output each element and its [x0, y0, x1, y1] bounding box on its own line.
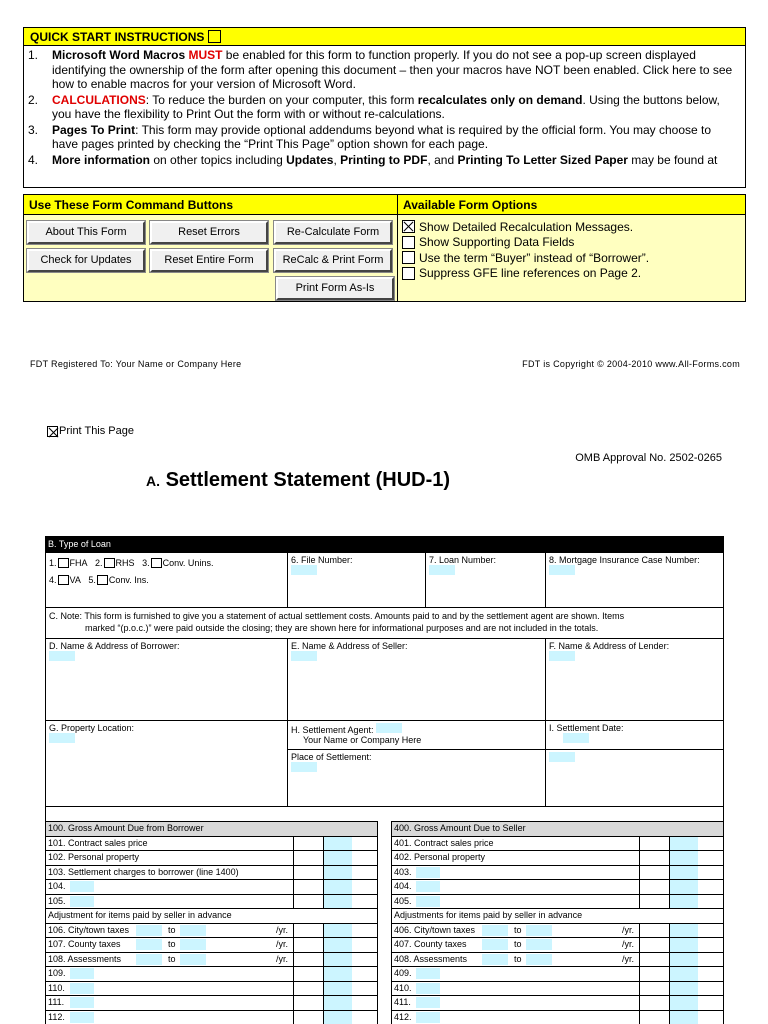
- table-row: 411.: [392, 996, 723, 1011]
- option-suppress-gfe[interactable]: Suppress GFE line references on Page 2.: [398, 266, 745, 282]
- amount-field[interactable]: [670, 953, 698, 967]
- table-row: 107. County taxes to /yr.: [46, 938, 377, 953]
- table-row: 410.: [392, 982, 723, 997]
- table-row: 403.: [392, 866, 723, 881]
- mic-number-field[interactable]: [549, 565, 575, 575]
- seller-ledger: [391, 821, 724, 1024]
- amount-field[interactable]: [670, 1011, 698, 1024]
- table-row: 104.: [46, 880, 377, 895]
- option-buyer-term[interactable]: Use the term “Buyer” instead of “Borrower”.: [398, 250, 745, 266]
- quick-start-panel: [23, 27, 746, 188]
- table-row: 404.: [392, 880, 723, 895]
- table-row: 401. Contract sales price: [392, 837, 723, 852]
- description-field[interactable]: [416, 867, 440, 878]
- seller-field[interactable]: [291, 651, 317, 661]
- option-detailed-messages[interactable]: Show Detailed Recalculation Messages.: [398, 219, 745, 235]
- command-buttons-panel: [23, 194, 397, 302]
- settlement-date-extra: [546, 750, 723, 807]
- file-number-cell: 6. File Number:: [288, 553, 426, 608]
- seller-cell: E. Name & Address of Seller:: [288, 639, 546, 721]
- table-row: 102. Personal property: [46, 851, 377, 866]
- quick-start-toggle[interactable]: [208, 30, 221, 43]
- description-field[interactable]: [416, 881, 440, 892]
- property-field[interactable]: [49, 733, 75, 743]
- amount-field[interactable]: [670, 996, 698, 1010]
- agent-cell: H. Settlement Agent: Your Name or Company Here: [288, 721, 546, 750]
- table-row: 108. Assessments to /yr.: [46, 953, 377, 968]
- print-as-is-button[interactable]: Print Form As-Is: [276, 277, 394, 300]
- table-row: 106. City/town taxes to /yr.: [46, 924, 377, 939]
- table-row: 412.: [392, 1011, 723, 1024]
- checkbox-icon[interactable]: [402, 267, 415, 280]
- note-cell: C. Note: This form is furnished to give you a statement of actual settlement costs. Amounts paid to and by the settlement agent are shown. Items marked “(p.o.c.)” were paid outside the closing; they are shown here for informational purposes and are not included in the totals.: [46, 608, 723, 639]
- copyright: FDT is Copyright © 2004-2010 www.All-Forms.com: [522, 359, 740, 369]
- check-updates-button[interactable]: Check for Updates: [27, 249, 145, 272]
- amount-field[interactable]: [670, 924, 698, 938]
- amount-field[interactable]: [324, 880, 352, 894]
- agent-field[interactable]: [376, 723, 402, 733]
- command-buttons-title: Use These Form Command Buttons: [24, 195, 397, 215]
- table-row: 101. Contract sales price: [46, 837, 377, 852]
- reset-errors-button[interactable]: Reset Errors: [150, 221, 268, 244]
- property-cell: G. Property Location:: [46, 721, 288, 807]
- type-of-loan-bar: B. Type of Loan: [45, 536, 724, 553]
- table-row: 407. County taxes to /yr.: [392, 938, 723, 953]
- amount-field[interactable]: [324, 837, 352, 851]
- instruction-item[interactable]: 1. Microsoft Word Macros MUST be enabled for this form to function properly. If you do not see a pop-up screen displayed identifying the ownership of the form after opening this document – then your macros have NOT been enabled. Click here to see how to enable macros for your version of Microsoft Word.: [28, 48, 733, 91]
- table-row: 110.: [46, 982, 377, 997]
- description-field[interactable]: [70, 997, 94, 1008]
- amount-field[interactable]: [670, 866, 698, 880]
- settlement-date-extra-field[interactable]: [549, 752, 575, 762]
- description-field[interactable]: [70, 983, 94, 994]
- omb-approval: OMB Approval No. 2502-0265: [575, 452, 722, 464]
- table-row: Adjustments for items paid by seller in advance: [392, 909, 723, 924]
- amount-field[interactable]: [670, 982, 698, 996]
- amount-field[interactable]: [324, 924, 352, 938]
- mic-number-cell: 8. Mortgage Insurance Case Number:: [546, 553, 723, 608]
- form-grid: [45, 553, 724, 822]
- description-field[interactable]: [416, 968, 440, 979]
- description-field[interactable]: [416, 997, 440, 1008]
- description-field[interactable]: [70, 1012, 94, 1023]
- ledger-header: 400. Gross Amount Due to Seller: [392, 822, 723, 837]
- settlement-date-cell: I. Settlement Date:: [546, 721, 723, 750]
- amount-field[interactable]: [324, 851, 352, 865]
- description-field[interactable]: [70, 896, 94, 907]
- amount-field[interactable]: [324, 895, 352, 909]
- option-supporting-data[interactable]: Show Supporting Data Fields: [398, 235, 745, 251]
- table-row: 406. City/town taxes to /yr.: [392, 924, 723, 939]
- amount-field[interactable]: [324, 982, 352, 996]
- checkbox-checked-icon[interactable]: [402, 220, 415, 233]
- lender-cell: F. Name & Address of Lender:: [546, 639, 723, 721]
- description-field[interactable]: [416, 896, 440, 907]
- ledger-header: 100. Gross Amount Due from Borrower: [46, 822, 377, 837]
- table-row: 111.: [46, 996, 377, 1011]
- rhs-checkbox[interactable]: [104, 558, 115, 568]
- loan-type-cell: 1. FHA 2. RHS 3. Conv. Unins. 4. VA 5. Conv. Ins.: [46, 553, 288, 608]
- amount-field[interactable]: [324, 953, 352, 967]
- quick-start-title: QUICK START INSTRUCTIONS: [30, 29, 205, 44]
- file-number-field[interactable]: [291, 565, 317, 575]
- conv-ins-checkbox[interactable]: [97, 575, 108, 585]
- borrower-cell: D. Name & Address of Borrower:: [46, 639, 288, 721]
- borrower-ledger: [45, 821, 378, 1024]
- lender-field[interactable]: [549, 651, 575, 661]
- description-field[interactable]: [70, 881, 94, 892]
- about-form-button[interactable]: About This Form: [27, 221, 145, 244]
- table-row: 409.: [392, 967, 723, 982]
- conv-unins-checkbox[interactable]: [151, 558, 162, 568]
- loan-number-field[interactable]: [429, 565, 455, 575]
- description-field[interactable]: [416, 983, 440, 994]
- instruction-item[interactable]: 4. More information on other topics including Updates, Printing to PDF, and Printing To Letter Sized Paper may be found at: [28, 152, 718, 167]
- borrower-field[interactable]: [49, 651, 75, 661]
- form-options-title: Available Form Options: [398, 195, 745, 215]
- amount-field[interactable]: [324, 967, 352, 981]
- page-title: A. Settlement Statement (HUD-1): [146, 469, 451, 491]
- va-checkbox[interactable]: [58, 575, 69, 585]
- instruction-item: 2. CALCULATIONS: To reduce the burden on your computer, this form recalculates only on demand. Using the buttons below, you have the flexibility to Print Out the form with or without re-calculations.: [28, 92, 720, 121]
- description-field[interactable]: [416, 1012, 440, 1023]
- checkbox-icon[interactable]: [402, 236, 415, 249]
- amount-field[interactable]: [324, 1011, 352, 1024]
- place-cell: Place of Settlement:: [288, 750, 546, 807]
- amount-field[interactable]: [670, 880, 698, 894]
- table-row: 103. Settlement charges to borrower (line 1400): [46, 866, 377, 881]
- description-field[interactable]: [70, 968, 94, 979]
- table-row: 408. Assessments to /yr.: [392, 953, 723, 968]
- print-this-page[interactable]: Print This Page: [47, 425, 134, 437]
- reset-entire-form-button[interactable]: Reset Entire Form: [150, 249, 268, 272]
- fha-checkbox[interactable]: [58, 558, 69, 568]
- print-page-checkbox-icon[interactable]: [47, 426, 58, 437]
- checkbox-icon[interactable]: [402, 251, 415, 264]
- settlement-date-field[interactable]: [563, 733, 589, 743]
- form-options-panel: [397, 194, 746, 302]
- instruction-item: 3. Pages To Print: This form may provide optional addendums beyond what is required by the official form. You may choose to have pages printed by checking the “Print This Page” option shown for each page.: [28, 122, 712, 151]
- table-row: 105.: [46, 895, 377, 910]
- amount-field[interactable]: [670, 967, 698, 981]
- registered-to: FDT Registered To: Your Name or Company Here: [30, 359, 242, 369]
- settlement-form: [45, 536, 724, 822]
- recalculate-button[interactable]: Re-Calculate Form: [274, 221, 392, 244]
- quick-start-header: [24, 28, 745, 46]
- amount-field[interactable]: [670, 851, 698, 865]
- amount-field[interactable]: [324, 938, 352, 952]
- amount-field[interactable]: [670, 938, 698, 952]
- recalc-print-button[interactable]: ReCalc & Print Form: [274, 249, 392, 272]
- loan-number-cell: 7. Loan Number:: [426, 553, 546, 608]
- table-row: 109.: [46, 967, 377, 982]
- table-row: 402. Personal property: [392, 851, 723, 866]
- amount-field[interactable]: [324, 996, 352, 1010]
- table-row: 112.: [46, 1011, 377, 1024]
- table-row: Adjustment for items paid by seller in advance: [46, 909, 377, 924]
- place-field[interactable]: [291, 762, 317, 772]
- table-row: 405.: [392, 895, 723, 910]
- amount-field[interactable]: [670, 895, 698, 909]
- amount-field[interactable]: [324, 866, 352, 880]
- amount-field[interactable]: [670, 837, 698, 851]
